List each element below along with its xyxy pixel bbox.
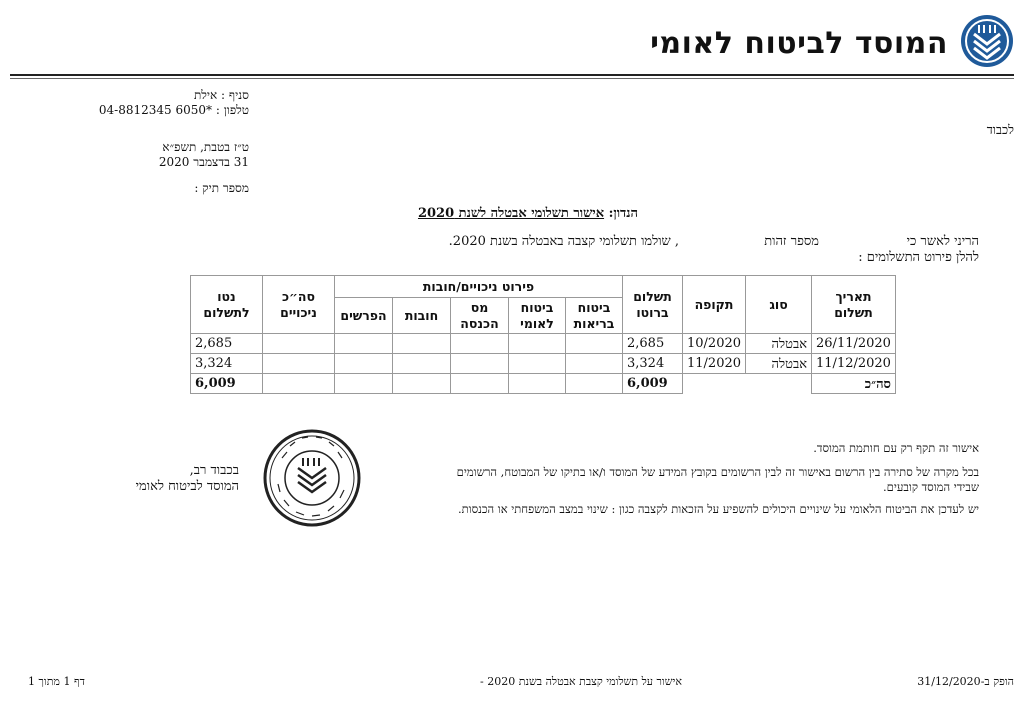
payments-table bbox=[190, 275, 896, 394]
body-line-1-id: מספר זהות bbox=[764, 234, 819, 249]
org-title: המוסד לביטוח לאומי bbox=[650, 26, 948, 61]
cell-empty bbox=[263, 374, 335, 394]
footer-page-number: דף 1 מתוך 1 bbox=[28, 675, 85, 688]
footer-doc-title: אישור על תשלומי קצבת אבטלה בשנת 2020 - bbox=[480, 675, 682, 688]
nii-logo-icon bbox=[960, 14, 1014, 68]
file-number-label: מספר תיק : bbox=[194, 181, 249, 195]
cell-empty bbox=[393, 354, 451, 374]
body-line-2: להלן פירוט התשלומים : bbox=[858, 250, 979, 265]
table-total-row bbox=[191, 374, 896, 394]
footer-printed-date: הופק ב-31/12/2020 bbox=[917, 675, 1014, 688]
signature-block bbox=[136, 463, 239, 495]
gregorian-date: 31 בדצמבר 2020 bbox=[158, 155, 249, 169]
phone-line bbox=[99, 103, 249, 118]
subject-prefix: הנדון: bbox=[608, 206, 638, 221]
body-line-1-start: הריני לאשר כי bbox=[906, 234, 979, 249]
cell-empty bbox=[509, 334, 566, 354]
cell-empty bbox=[335, 374, 393, 394]
cell-gross: 2,685 bbox=[623, 334, 683, 354]
cell-empty bbox=[335, 354, 393, 374]
th-net: נטו לתשלום bbox=[191, 276, 263, 334]
cell-total-net: 6,009 bbox=[191, 374, 263, 394]
cell-date: 26/11/2020 bbox=[812, 334, 896, 354]
cell-period: 10/2020 bbox=[683, 334, 746, 354]
th-deductions-group: פירוט ניכויים/חובות bbox=[335, 276, 623, 298]
th-payment-date: תאריך תשלום bbox=[812, 276, 896, 334]
cell-empty bbox=[263, 334, 335, 354]
cell-type: אבטלה bbox=[746, 334, 812, 354]
date-block bbox=[159, 140, 249, 170]
cell-empty bbox=[566, 334, 623, 354]
phone-value: 04-8812345 6050* bbox=[98, 103, 213, 117]
cell-net: 3,324 bbox=[191, 354, 263, 374]
table-row bbox=[191, 354, 896, 374]
th-total-deductions: סה״כ ניכויים bbox=[263, 276, 335, 334]
official-seal-icon bbox=[262, 428, 362, 528]
th-health-insurance: ביטוח בריאות bbox=[566, 298, 623, 334]
cell-empty bbox=[335, 334, 393, 354]
cell-empty bbox=[509, 374, 566, 394]
recipient-label: לכבוד bbox=[986, 122, 1014, 137]
cell-net: 2,685 bbox=[191, 334, 263, 354]
th-income-tax: מס הכנסה bbox=[451, 298, 509, 334]
cell-empty bbox=[451, 354, 509, 374]
cell-total-label: סה״כ bbox=[812, 374, 896, 394]
body-line-1-end: , שולמו תשלומי קצבה באבטלה בשנת 2020. bbox=[448, 234, 679, 249]
th-period: תקופה bbox=[683, 276, 746, 334]
signature-org: המוסד לביטוח לאומי bbox=[135, 479, 239, 494]
cell-gross: 3,324 bbox=[623, 354, 683, 374]
cell-empty bbox=[566, 374, 623, 394]
phone-label: טלפון : bbox=[215, 103, 249, 117]
subject-text: אישור תשלומי אבטלה לשנת 2020 bbox=[417, 206, 605, 221]
note-validity: אישור זה תקף רק עם חותמת המוסד. bbox=[813, 441, 979, 455]
cell-period: 11/2020 bbox=[683, 354, 746, 374]
cell-empty bbox=[263, 354, 335, 374]
th-national-insurance: ביטוח לאומי bbox=[509, 298, 566, 334]
subject-line bbox=[418, 205, 638, 221]
cell-total-gross: 6,009 bbox=[623, 374, 683, 394]
cell-type: אבטלה bbox=[746, 354, 812, 374]
note-update: יש לעדכן את הביטוח הלאומי על שינויים היכולים להשפיע על הזכאות לקצבה כגון : שינוי במצב המשפחתי או הכנסות. bbox=[457, 502, 979, 516]
hebrew-date: ט״ז בטבת, תשפ״א bbox=[162, 140, 249, 154]
note-conflict-line-2: שבידי המוסד קובעים. bbox=[883, 480, 979, 494]
cell-blank bbox=[683, 374, 812, 394]
signature-regards: בכבוד רב, bbox=[189, 463, 239, 478]
cell-date: 11/12/2020 bbox=[812, 354, 896, 374]
cell-empty bbox=[393, 334, 451, 354]
th-differences: הפרשים bbox=[335, 298, 393, 334]
cell-empty bbox=[451, 334, 509, 354]
cell-empty bbox=[393, 374, 451, 394]
header-rule-thin bbox=[10, 78, 1014, 79]
cell-empty bbox=[566, 354, 623, 374]
note-conflict bbox=[457, 465, 979, 495]
table-row bbox=[191, 334, 896, 354]
cell-empty bbox=[451, 374, 509, 394]
th-gross: תשלום ברוטו bbox=[623, 276, 683, 334]
cell-empty bbox=[509, 354, 566, 374]
th-type: סוג bbox=[746, 276, 812, 334]
note-conflict-line-1: בכל מקרה של סתירה בין הרשום באישור זה לבין הרשומים בקובץ המידע של המוסד ו/או בתיקו של המבוטח, הרשומים bbox=[456, 465, 979, 479]
th-debts: חובות bbox=[393, 298, 451, 334]
branch-line: סניף : אילת bbox=[193, 88, 249, 102]
header-rule bbox=[10, 74, 1014, 76]
branch-info bbox=[99, 88, 249, 118]
